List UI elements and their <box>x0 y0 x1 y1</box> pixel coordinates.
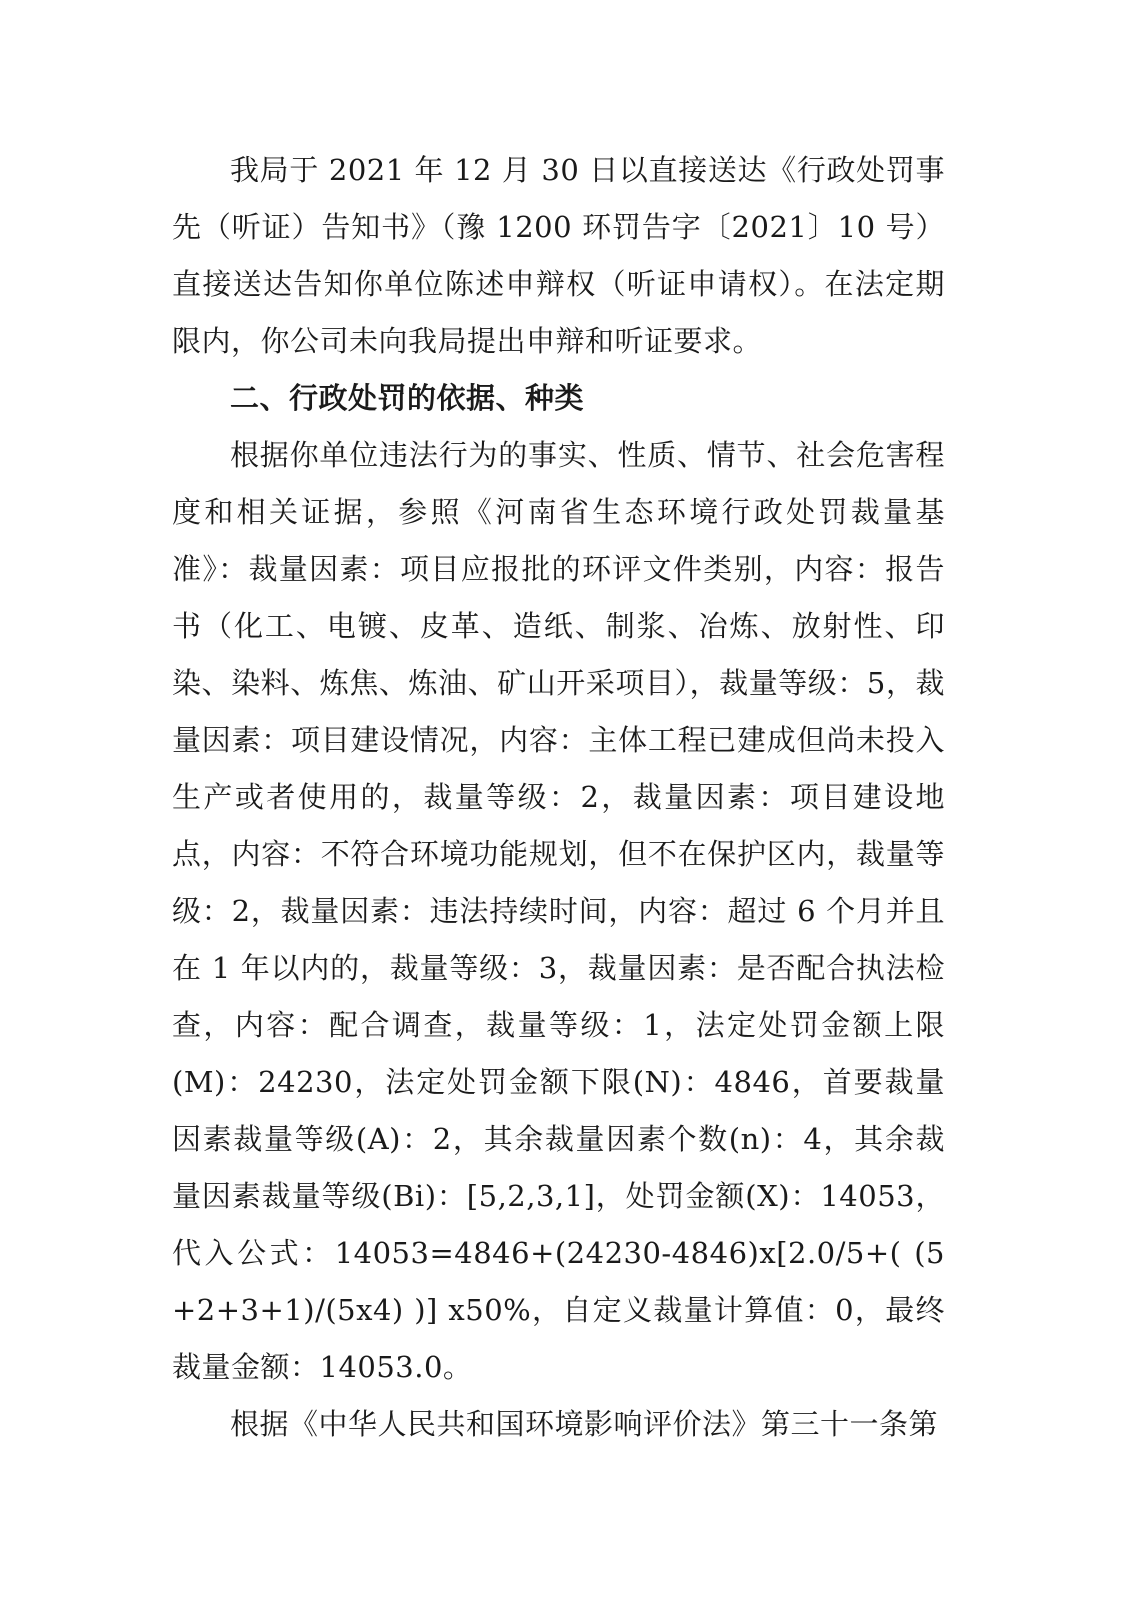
paragraph-discretion-calculation: 根据你单位违法行为的事实、性质、情节、社会危害程度和相关证据，参照《河南省生态环境行政处罚裁量基准》：裁量因素：项目应报批的环评文件类别，内容：报告书（化工、电镀、皮革、造纸、制浆、冶炼、放射性、印染、染料、炼焦、炼油、矿山开采项目），裁量等级：5，裁量因素：项目建设情况，内容：主体工程已建成但尚未投入生产或者使用的，裁量等级：2，裁量因素：项目建设地点，内容：不符合环境功能规划，但不在保护区内，裁量等级：2，裁量因素：违法持续时间，内容：超过 6 个月并且在 1 年以内的，裁量等级：3，裁量因素：是否配合执法检查，内容：配合调查，裁量等级：1，法定处罚金额上限(M)：24230，法定处罚金额下限(N)：4846，首要裁量因素裁量等级(A)：2，其余裁量因素个数(n)：4，其余裁量因素裁量等级(Bi)：[5,2,3,1]，处罚金额(X)：14053，代入公式：14053=4846+(24230-4846)x[2.0/5+( (5+2+3+1)/(5x4) )] x50%，自定义裁量计算值：0，最终裁量金额：14053.0。 <box>172 438 945 1384</box>
paragraph-legal-basis: 根据《中华人民共和国环境影响评价法》第三十一条第 <box>230 1407 939 1441</box>
section-heading-penalty-basis: 二、行政处罚的依据、种类 <box>230 381 585 415</box>
paragraph-hearing-notice: 我局于 2021 年 12 月 30 日以直接送达《行政处罚事先（听证）告知书》（豫 1200 环罚告字〔2021〕10 号）直接送达告知你单位陈述申辩权（听证申请权）。在法定期限内，你公司未向我局提出申辩和听证要求。 <box>172 153 945 358</box>
document-body <box>172 142 945 1453</box>
